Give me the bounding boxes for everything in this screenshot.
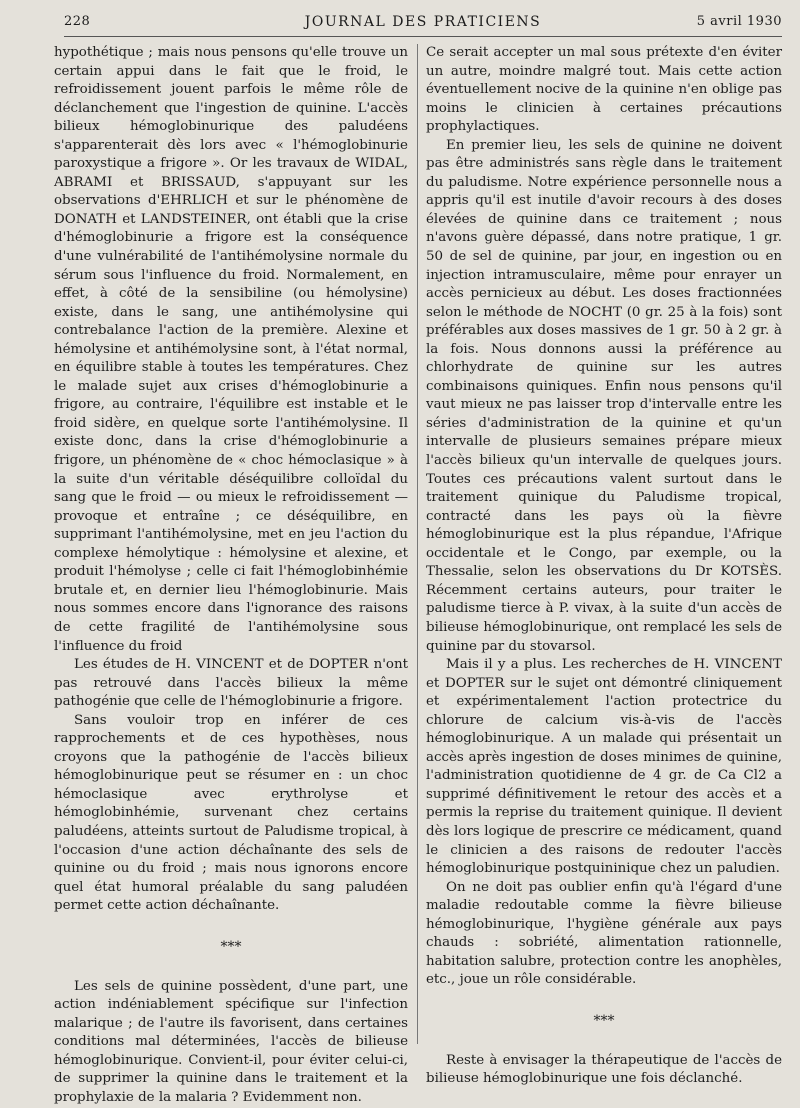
paragraph: Sans vouloir trop en inférer de ces rapprochements et de ces hypothèses, nous croyons que la pathogénie de l'accès bilieux hémoglobinurique peut se résumer en : un choc hémoclasique avec erythrolyse et hémoglobinhémie, survenant chez certains paludéens, atteints surtout de Paludisme tropical, à l'occasion d'une action déchaînante des sels de quinine ou du froid ; mais nous ignorons encore quel état humoral préalable du sang paludéen permet cette action déchaînante.	[54, 712, 408, 914]
page-header	[64, 12, 782, 37]
journal-title: JOURNAL DES PRATICIENS	[304, 14, 542, 30]
paragraph: En premier lieu, les sels de quinine ne doivent pas être administrés sans règle dans le traitement du paludisme. Notre expérience personnelle nous a appris qu'il est inutile d'avoir recours à des doses élevées de quinine dans ce traitement ; nous n'avons guère dépassé, dans notre pratique, 1 gr. 50 de sel de quinine, par jour, en ingestion ou en injection intramusculaire, même pour enrayer un accès pernicieux au début. Les doses fractionnées selon le méthode de NOCHT (0 gr. 25 à la fois) sont préférables aux doses massives de 1 gr. 50 à 2 gr. à la fois. Nous donnons aussi la préférence au chlorhydrate de quinine sur les autres combinaisons quiniques. Enfin nous pensons qu'il vaut mieux ne pas laisser trop d'intervalle entre les séries d'administration de la quinine et qu'un intervalle de plusieurs semaines prépare mieux l'accès bilieux qu'un intervalle de quelques jours. Toutes ces précautions valent surtout dans le traitement quinique du Paludisme tropical, contracté dans les pays où la fièvre hémoglobinurique est la plus répandue, l'Afrique occidentale et le Congo, par exemple, ou la Thessalie, selon les observations du Dr KOTSÈS. Récemment certains auteurs, pour traiter le paludisme tierce à P. vivax, à la suite d'un accès de bilieuse hémoglobinurique, ont remplacé les sels de quinine par du stovarsol.	[426, 137, 782, 654]
paragraph: On ne doit pas oublier enfin qu'à l'égard d'une maladie redoutable comme la fièvre bilieuse hémoglobinurique, l'hygiène générale aux pays chauds : sobriété, alimentation rationnelle, habitation salubre, protection contre les anophèles, etc., joue un rôle considérable.	[426, 879, 782, 988]
paragraph: Ce serait accepter un mal sous prétexte d'en éviter un autre, moindre malgré tout. Mais cette action éventuellement nocive de la quinine n'en oblige pas moins le clinicien à certaines précautions prophylactiques.	[426, 45, 782, 135]
column-divider	[417, 44, 418, 1044]
spacer	[426, 1042, 782, 1052]
right-column	[426, 44, 782, 1087]
page-number: 228	[64, 14, 91, 29]
spacer	[54, 968, 408, 978]
issue-date: 5 avril 1930	[696, 14, 782, 29]
section-separator: ***	[593, 1012, 615, 1029]
section-separator: ***	[220, 938, 242, 955]
paragraph: hypothétique ; mais nous pensons qu'elle trouve un certain appui dans le fait que le froid, le refroidissement jouent parfois le même rôle de déclanchement que l'ingestion de quinine. L'accès bilieux hémoglobinurique des paludéens s'apparenterait dès lors avec « l'hémoglobinurie paroxystique a frigore ». Or les travaux de WIDAL, ABRAMI et BRISSAUD, s'appuyant sur les observations d'EHRLICH et sur le phénomène de DONATH et LANDSTEINER, ont établi que la crise d'hémoglobinurie a frigore est la conséquence d'une vulnérabilité de l'antihémolysine normale du sérum sous l'influence du froid. Normalement, en effet, à côté de la sensibiline (ou hémolysine) existe, dans le sang, une antihémolysine qui contrebalance l'action de la première. Alexine et hémolysine et antihémolysine sont, à l'état normal, en équilibre stable à toutes les températures. Chez le malade sujet aux crises d'hémoglobinurie a frigore, au contraire, l'équilibre est instable et le froid sidère, en quelque sorte l'antihémolysine. Il existe donc, dans la crise d'hémoglobinurie a frigore, un phénomène de « choc hémoclasique » à la suite d'un véritable déséquilibre colloïdal du sang que le froid — ou mieux le refroidissement — provoque et entraîne ; ce déséquilibre, en supprimant l'antihémolysine, met en jeu l'action du complexe hémolytique : hémolysine et alexine, et produit l'hémolyse ; celle ci fait l'hémoglobinhémie brutale et, en dernier lieu l'hémoglobinurie. Mais nous sommes encore dans l'ignorance des raisons de cette fragilité de l'antihémolysine sous l'influence du froid	[54, 45, 408, 654]
paragraph: Mais il y a plus. Les recherches de H. VINCENT et DOPTER sur le sujet ont démontré cliniquement et expérimentalement l'action protectrice du chlorure de calcium vis-à-vis de l'accès hémoglobinurique. A un malade qui présentait un accès après ingestion de doses minimes de quinine, l'administration quotidienne de 4 gr. de Ca Cl2 a supprimé définitivement le retour des accès et a permis la reprise du traitement quinique. Il devient dès lors logique de prescrire ce médicament, quand le clinicien a des raisons de redouter l'accès hémoglobinurique postquininique chez un paludien.	[426, 657, 782, 877]
paragraph: Les sels de quinine possèdent, d'une part, une action indéniablement spécifique sur l'infection malarique ; de l'autre ils favorisent, dans certaines conditions mal déterminées, l'accès de bilieuse hémoglobinurique. Convient-il, pour éviter celui-ci, de supprimer la quinine dans le traitement et la prophylaxie de la malaria ? Evidemment non.	[54, 978, 408, 1105]
paragraph: Reste à envisager la thérapeutique de l'accès de bilieuse hémoglobinurique une fois déclanché.	[426, 1052, 782, 1087]
left-column	[54, 44, 408, 1105]
paragraph: Les études de H. VINCENT et de DOPTER n'ont pas retrouvé dans l'accès bilieux la même pathogénie que celle de l'hémoglobinurie a frigore.	[54, 657, 408, 710]
